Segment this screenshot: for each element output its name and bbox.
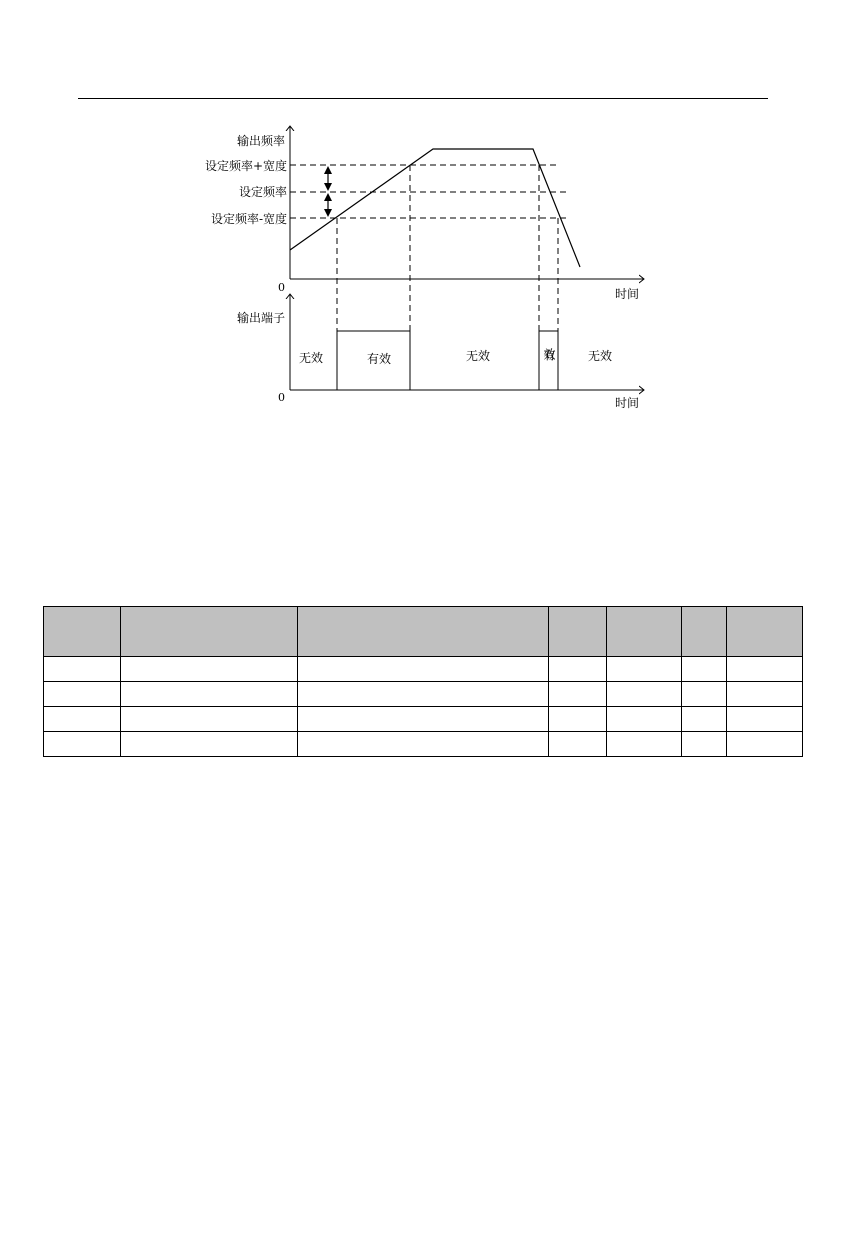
- table-cell: [727, 657, 803, 682]
- table-cell: [682, 657, 727, 682]
- table-cell: [298, 732, 549, 757]
- table-cell: [298, 682, 549, 707]
- table-cell: [121, 707, 298, 732]
- table-cell: [121, 657, 298, 682]
- table-cell: [549, 657, 607, 682]
- top-y-axis-label: 输出频率: [236, 134, 285, 148]
- table-cell: [607, 682, 682, 707]
- table-header-cell: [298, 607, 549, 657]
- table-cell: [549, 732, 607, 757]
- table-cell: [298, 657, 549, 682]
- table-cell: [549, 682, 607, 707]
- table-row: [44, 657, 803, 682]
- bottom-x-axis-label: 时间: [615, 396, 640, 410]
- table-cell: [607, 707, 682, 732]
- top-origin-label: 0: [278, 281, 285, 294]
- bottom-y-axis-label: 输出端子: [236, 311, 285, 325]
- table-cell: [682, 732, 727, 757]
- table-header-cell: [727, 607, 803, 657]
- table-cell: [727, 732, 803, 757]
- table-header-row: [44, 607, 803, 657]
- segment-label: 无效: [298, 351, 324, 365]
- table-cell: [44, 707, 121, 732]
- table-cell: [607, 732, 682, 757]
- table-row: [44, 732, 803, 757]
- table-cell: [44, 657, 121, 682]
- segment-label: 无效: [587, 349, 613, 363]
- segment-label: 有效: [366, 352, 392, 366]
- table-cell: [549, 707, 607, 732]
- frequency-curve: [290, 149, 580, 267]
- segment-label: 无效: [465, 349, 491, 363]
- set-level-label: 设定频率: [238, 185, 287, 199]
- table-cell: [607, 657, 682, 682]
- table-cell: [44, 732, 121, 757]
- segment-label-stacked: 有效: [542, 348, 556, 362]
- lower-level-label: 设定频率-宽度: [210, 212, 287, 226]
- table-cell: [298, 707, 549, 732]
- table-row: [44, 682, 803, 707]
- bottom-origin-label: 0: [278, 391, 285, 404]
- table-cell: [682, 707, 727, 732]
- parameter-table: [43, 606, 803, 757]
- table-cell: [121, 682, 298, 707]
- table-header-cell: [44, 607, 121, 657]
- table-header-cell: [549, 607, 607, 657]
- table-cell: [727, 707, 803, 732]
- frequency-detection-diagram: [0, 0, 845, 430]
- upper-level-label: 设定频率+宽度: [204, 159, 287, 173]
- table-cell: [121, 732, 298, 757]
- table-row: [44, 707, 803, 732]
- table-header-cell: [682, 607, 727, 657]
- table-cell: [44, 682, 121, 707]
- table-cell: [727, 682, 803, 707]
- table-cell: [682, 682, 727, 707]
- table-header-cell: [607, 607, 682, 657]
- table-header-cell: [121, 607, 298, 657]
- top-x-axis-label: 时间: [615, 287, 640, 301]
